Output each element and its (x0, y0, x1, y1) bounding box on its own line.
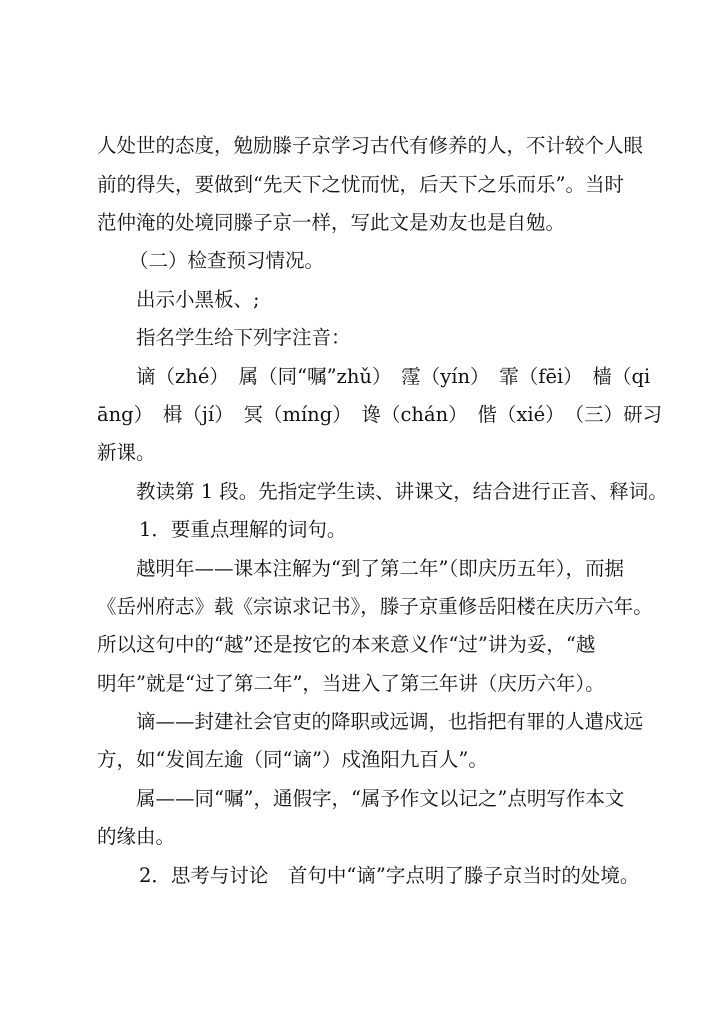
text-line: 越明年——课本注解为“到了第二年”（即庆历五年），而据 (136, 557, 624, 580)
numbered-heading: 1．要重点理解的词句。 (139, 518, 347, 541)
text-line: 谪（zhé） 属（同“嘱”zhǔ） 霪（yín） 霏（fēi） 樯（qi (136, 365, 651, 388)
text-line: 的缘由。 (97, 825, 176, 848)
text-line: āng） 楫（jí） 冥（míng） 谗（chán） 偕（xié） （三）研习 (97, 403, 663, 426)
text-line: 范仲淹的处境同滕子京一样，写此文是劝友也是自勉。 (97, 211, 566, 234)
text-line: 出示小黑板、; (136, 288, 260, 311)
text-line: 方，如“发闾左逾（同“谪”）戍渔阳九百人”。 (97, 748, 488, 771)
text-line: 人处世的态度，勉励滕子京学习古代有修养的人，不计较个人眼 (97, 134, 644, 157)
text-line: 《岳州府志》载《宗谅求记书》，滕子京重修岳阳楼在庆历六年。 (97, 595, 653, 618)
text-line: 前的得失，要做到“先天下之忧而忧，后天下之乐而乐”。当时 (97, 173, 624, 196)
text-line: 指名学生给下列字注音： (136, 326, 351, 349)
text-line: 谪——封建社会官吏的降职或远调，也指把有罪的人遣戍远 (136, 710, 644, 733)
text-line: 所以这句中的“越”还是按它的本来意义作“过”讲为妥，“越 (97, 633, 596, 656)
text-line: 属——同“嘱”，通假字，“属予作文以记之”点明写作本文 (136, 787, 625, 810)
numbered-heading: 2．思考与讨论 首句中“谪”字点明了滕子京当时的处境。 (139, 864, 640, 887)
text-line: 新课。 (97, 441, 156, 464)
section-heading: （二）检查预习情况。 (129, 249, 325, 272)
text-line: 明年”就是“过了第二年”，当进入了第三年讲（庆历六年）。 (97, 672, 605, 695)
text-line: 教读第 1 段。先指定学生读、讲课文，结合进行正音、释词。 (136, 480, 668, 503)
